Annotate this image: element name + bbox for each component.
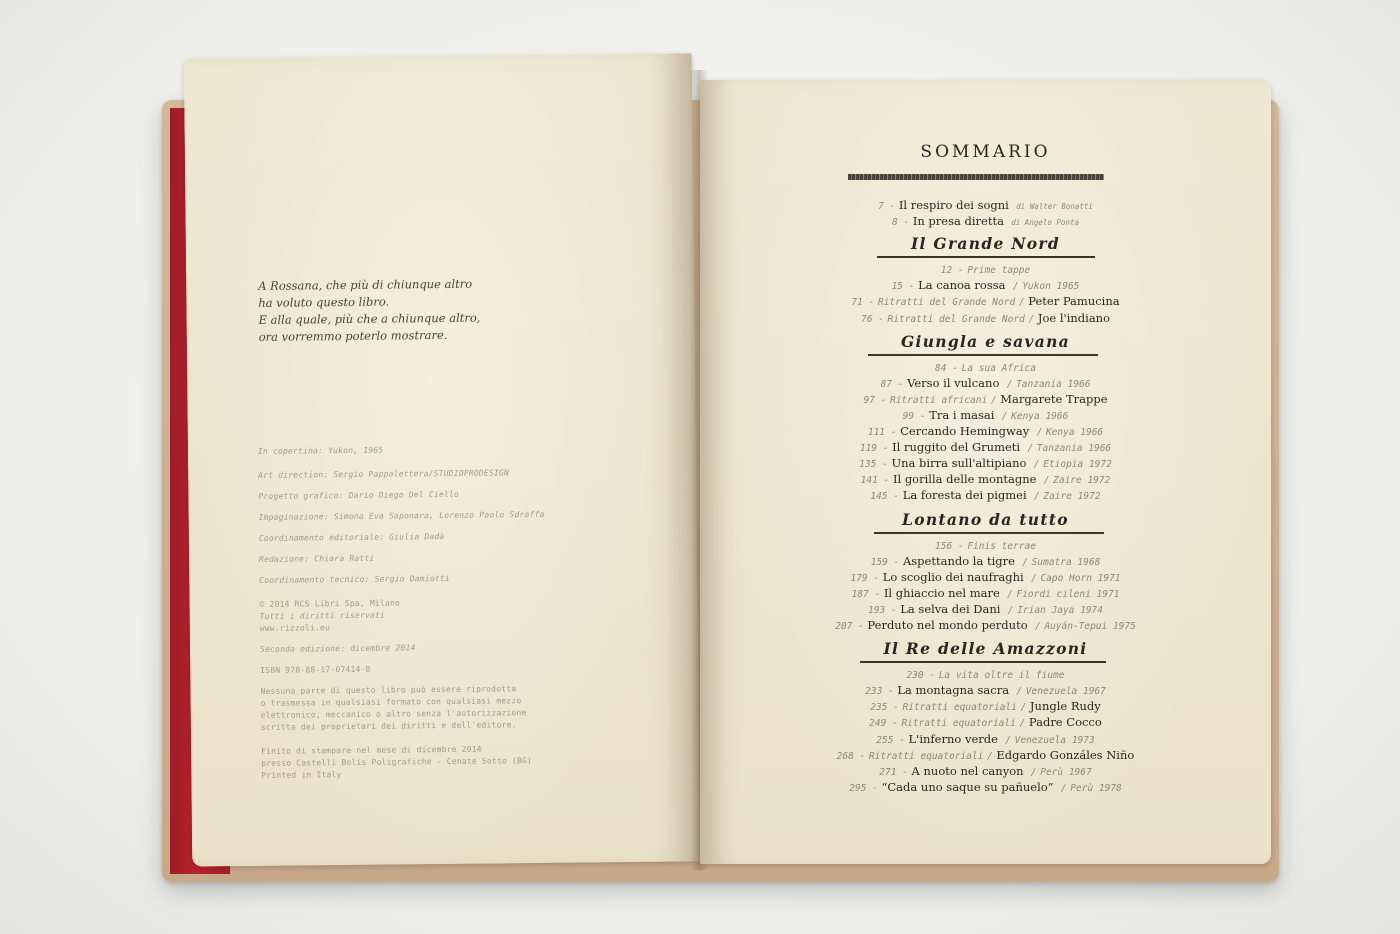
- toc-entry: [700, 732, 1271, 746]
- toc-entry: [700, 618, 1271, 632]
- dedication-line: ora vorremmo poterlo mostrare.: [258, 327, 448, 344]
- entry-separator: /: [990, 394, 997, 406]
- entry-separator: /: [1028, 313, 1035, 325]
- entry-separator: /: [1033, 491, 1040, 503]
- entry-author: di Walter Bonatti: [1016, 202, 1093, 211]
- entry-place: Capo Horn 1971: [1040, 572, 1121, 584]
- entry-separator: /: [1022, 556, 1028, 568]
- right-page: [700, 80, 1271, 864]
- entry-title: Edgardo Gonzáles Niño: [996, 747, 1135, 762]
- title-rule: [848, 174, 1104, 180]
- entry-separator: /: [1007, 604, 1014, 616]
- entry-title: Verso il vulcano: [907, 375, 1000, 390]
- entry-title: Cercando Hemingway: [900, 424, 1030, 438]
- entry-separator: /: [1012, 281, 1019, 293]
- entry-place: Kenya 1966: [1011, 410, 1069, 422]
- page-number: 119 -: [859, 443, 889, 455]
- page-number: 141 -: [860, 475, 890, 487]
- entry-place: Venezuela 1973: [1014, 734, 1095, 746]
- entry-place: Kenya 1966: [1045, 427, 1104, 438]
- entry-separator: /: [1007, 588, 1013, 600]
- page-number: 268 -: [836, 750, 866, 762]
- entry-title: Il ruggito del Grumeti: [892, 440, 1021, 455]
- toc-entry: [700, 311, 1271, 325]
- entry-title: Il gorilla delle montagne: [892, 472, 1037, 487]
- entry-place: Tanzania 1966: [1036, 443, 1112, 455]
- toc-entry: [700, 424, 1271, 438]
- entry-category: Ritratti del Grande Nord: [887, 313, 1025, 325]
- toc-intro-entry: [700, 198, 1271, 212]
- rights-line: elettronico, meccanico o altro senza l'autorizzazione: [260, 708, 527, 720]
- entry-title: Il respiro dei sogni: [898, 198, 1009, 212]
- page-number: 71 -: [851, 297, 875, 309]
- entry-separator: /: [1034, 621, 1041, 632]
- entry-place: Zaire 1972: [1053, 475, 1111, 487]
- credit-line: Coordinamento editoriale: Giulia Dadà: [258, 531, 445, 543]
- cover-credit: In copertina: Yukon, 1965: [257, 445, 384, 456]
- toc-entry: [700, 667, 1271, 681]
- printing-line: Printed in Italy: [261, 770, 342, 780]
- section-rule: [877, 256, 1095, 258]
- rights-line: Nessuna parte di questo libro può essere riprodotta: [260, 684, 517, 696]
- page-number: 12 -: [940, 265, 964, 277]
- credit-line: Redazione: Chiara Ratti: [258, 553, 375, 564]
- page-number: 156 -: [935, 540, 964, 552]
- entry-separator: /: [1027, 443, 1034, 455]
- toc-entry: [700, 408, 1271, 422]
- toc-entry: [700, 748, 1271, 762]
- toc-entry: [700, 278, 1271, 292]
- entry-separator: /: [1020, 702, 1027, 714]
- page-number: 97 -: [863, 394, 887, 406]
- entry-title: In presa diretta: [912, 214, 1004, 229]
- page-number: 99 -: [902, 410, 926, 422]
- entry-separator: /: [1043, 475, 1050, 487]
- page-number: 179 -: [850, 572, 880, 584]
- toc-entry: [700, 392, 1271, 406]
- page-number: 207 -: [835, 621, 864, 632]
- dedication-line: E alla quale, più che a chiunque altro,: [258, 310, 481, 327]
- colophon: [258, 443, 562, 782]
- entry-title: Padre Cocco: [1028, 715, 1102, 730]
- page-number: 193 -: [868, 604, 897, 616]
- page-number: 87 -: [880, 378, 904, 390]
- entry-title: “Cada uno saque su pañuelo”: [881, 779, 1054, 794]
- entry-place: Zaire 1972: [1043, 491, 1101, 503]
- entry-author: di Angelo Ponta: [1011, 218, 1079, 228]
- toc-entry: [700, 780, 1271, 794]
- toc-entry: [700, 456, 1271, 470]
- entry-place: Perù 1978: [1070, 782, 1122, 794]
- toc-entry: [700, 262, 1271, 276]
- page-number: 84 -: [935, 362, 958, 374]
- entry-separator: /: [986, 750, 993, 762]
- dedication-line: ha voluto questo libro.: [258, 294, 390, 310]
- section-rule: [874, 532, 1104, 534]
- entry-place: Tanzania 1966: [1016, 378, 1091, 390]
- page-number: 295 -: [849, 782, 878, 794]
- toc-section-heading: Il Re delle Amazzoni: [883, 639, 1088, 659]
- toc-entry: [700, 570, 1271, 584]
- entry-separator: /: [1018, 297, 1025, 309]
- page-number: 15 -: [891, 281, 915, 293]
- entry-place: Etiopia 1972: [1043, 459, 1112, 471]
- entry-category: Ritratti equatoriali: [901, 718, 1016, 730]
- page-number: 8 -: [892, 217, 910, 229]
- page-number: 135 -: [859, 459, 888, 471]
- entry-separator: /: [1016, 686, 1023, 698]
- entry-title: Margarete Trappe: [1000, 391, 1108, 406]
- entry-title: A nuoto nel canyon: [911, 763, 1024, 778]
- entry-place: Perù 1967: [1040, 766, 1092, 778]
- page-number: 111 -: [867, 427, 897, 438]
- toc-intro-entry: [700, 214, 1271, 228]
- copyright-line: Tutti i diritti riservati: [259, 610, 386, 621]
- entry-title: Jungle Rudy: [1029, 699, 1101, 714]
- toc-entry: [700, 602, 1271, 616]
- entry-place: Auyán-Tepui 1975: [1044, 621, 1136, 632]
- page-number: 249 -: [869, 718, 898, 730]
- entry-separator: /: [1030, 766, 1037, 778]
- edition-line: Seconda edizione: dicembre 2014: [259, 643, 416, 654]
- printing-line: Finito di stampare nel mese di dicembre 2014: [260, 744, 482, 756]
- copyright-line: © 2014 RCS Libri Spa, Milano: [259, 598, 401, 609]
- toc-entry: [700, 764, 1271, 778]
- entry-title: La canoa rossa: [918, 278, 1006, 293]
- page-number: 233 -: [865, 686, 894, 698]
- entry-separator: /: [1031, 572, 1037, 584]
- entry-title: La foresta dei pigmei: [902, 488, 1027, 503]
- rights-line: o trasmessa in qualsiasi formato con qualsiasi mezzo: [260, 696, 522, 708]
- entry-title: Peter Pamucina: [1028, 294, 1120, 309]
- entry-title: Lo scoglio dei naufraghi: [882, 569, 1024, 584]
- toc-entry: [700, 683, 1271, 697]
- toc-entry: [700, 586, 1271, 600]
- entry-category: Prime tappe: [967, 265, 1031, 277]
- dedication: [258, 276, 479, 346]
- entry-category: Ritratti del Grande Nord: [877, 297, 1016, 309]
- credit-line: Coordinamento tecnico: Sergio Damiotti: [259, 573, 450, 585]
- toc-entry: [700, 538, 1271, 552]
- entry-category: Finis terrae: [967, 540, 1036, 552]
- page-number: 76 -: [860, 313, 884, 325]
- entry-title: La montagna sacra: [897, 683, 1010, 698]
- toc-entry: [700, 376, 1271, 390]
- toc-entry: [700, 440, 1271, 454]
- entry-place: Sumatra 1968: [1031, 556, 1101, 568]
- entry-title: Joe l'indiano: [1037, 310, 1111, 325]
- printing-line: presso Castelli Bolis Poligrafiche - Cenate Sotto (BG): [261, 756, 533, 768]
- entry-category: Ritratti equatoriali: [902, 702, 1017, 714]
- entry-title: Perduto nel mondo perduto: [867, 618, 1028, 632]
- entry-title: La selva dei Dani: [900, 601, 1001, 616]
- entry-separator: /: [1005, 734, 1011, 746]
- toc-entry: [700, 294, 1271, 308]
- entry-place: Irian Jaya 1974: [1017, 604, 1103, 616]
- dedication-line: A Rossana, che più di chiunque altro: [258, 276, 473, 293]
- isbn-line: ISBN 978-88-17-07414-8: [260, 664, 371, 675]
- entry-title: L'inferno verde: [908, 731, 998, 746]
- page-number: 7 -: [878, 201, 896, 212]
- entry-category: La sua Africa: [961, 362, 1036, 374]
- page-number: 255 -: [876, 734, 905, 746]
- credit-line: Impaginazione: Simona Eva Saponara, Lorenzo Paolo Sdraffa: [258, 509, 545, 522]
- publisher-url: www.rizzoli.eu: [259, 623, 331, 633]
- section-rule: [860, 661, 1106, 663]
- entry-title: Tra i masai: [929, 407, 995, 422]
- toc-entry: [700, 488, 1271, 502]
- entry-separator: /: [1033, 459, 1040, 471]
- page-number: 145 -: [870, 491, 900, 503]
- entry-category: Ritratti africani: [889, 394, 988, 406]
- entry-category: Ritratti equatoriali: [868, 750, 984, 762]
- toc-entry: [700, 472, 1271, 486]
- page-number: 187 -: [851, 588, 881, 600]
- toc-title: SOMMARIO: [920, 142, 1051, 162]
- toc-section-heading: Lontano da tutto: [902, 509, 1069, 529]
- credit-line: Art direction: Sergio Pappalettera/STUDIOPRODESIGN: [258, 468, 510, 480]
- page-number: 235 -: [870, 702, 899, 714]
- toc-section-heading: Il Grande Nord: [910, 234, 1061, 254]
- toc-entry: [700, 360, 1271, 374]
- page-number: 230 -: [906, 670, 936, 682]
- toc-entry: [700, 554, 1271, 568]
- toc-section-heading: Giungla e savana: [900, 331, 1071, 351]
- entry-separator: /: [1036, 427, 1043, 438]
- toc-entry: [700, 699, 1271, 713]
- entry-separator: /: [1019, 718, 1026, 730]
- entry-separator: /: [1001, 410, 1008, 422]
- entry-category: La vita oltre il fiume: [938, 670, 1065, 682]
- entry-title: Aspettando la tigre: [902, 553, 1015, 568]
- section-rule: [868, 354, 1098, 356]
- entry-separator: /: [1060, 782, 1067, 794]
- rights-line: scritta dei proprietari dei diritti e dell'editore.: [260, 720, 517, 732]
- entry-separator: /: [1006, 378, 1013, 390]
- entry-title: Il ghiaccio nel mare: [883, 585, 1000, 600]
- entry-place: Yukon 1965: [1022, 281, 1080, 293]
- table-of-contents: [700, 80, 1271, 864]
- entry-place: Fiordi cileni 1971: [1016, 588, 1120, 600]
- toc-entry: [700, 715, 1271, 729]
- left-page: [184, 53, 700, 866]
- entry-place: Venezuela 1967: [1025, 686, 1106, 698]
- page-number: 159 -: [870, 556, 900, 568]
- credit-line: Progetto grafico: Dario Diego Del Ciello: [258, 489, 460, 501]
- page-number: 271 -: [879, 766, 908, 778]
- entry-title: Una birra sull'altipiano: [891, 456, 1027, 471]
